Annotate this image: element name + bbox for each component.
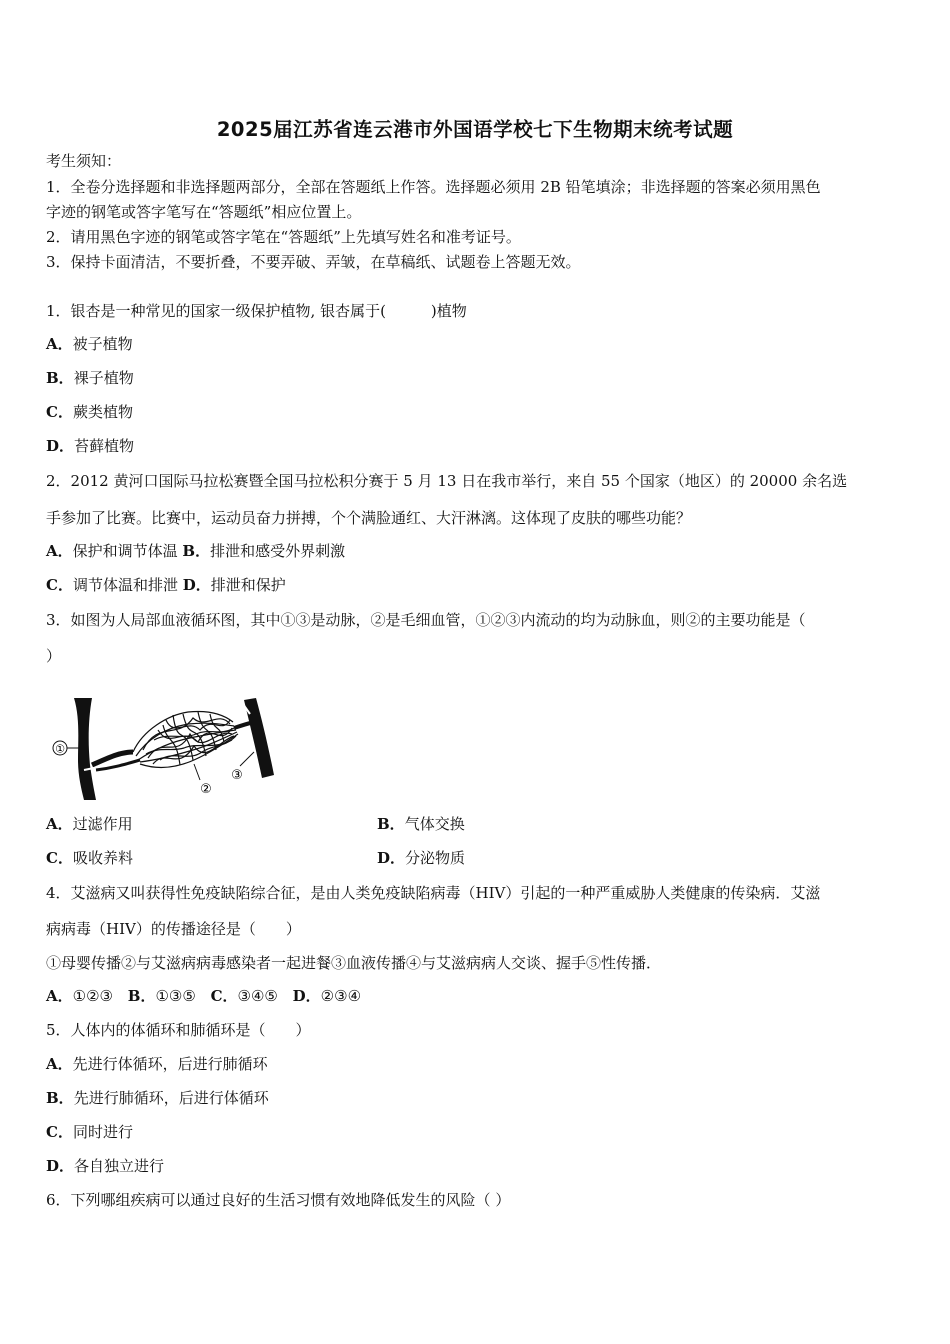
option-c[interactable]	[46, 1122, 133, 1142]
option-label: C．	[46, 403, 73, 421]
option-text: ①②③	[72, 987, 113, 1005]
option-text: 过滤作用	[72, 815, 133, 833]
artery-left	[74, 698, 96, 800]
option-text: 先进行肺循环，后进行体循环	[73, 1089, 269, 1107]
option-text: ③④⑤	[237, 987, 278, 1005]
option-row-cd[interactable]	[46, 575, 286, 595]
option-text: 裸子植物	[73, 369, 134, 387]
option-text: 同时进行	[72, 1123, 133, 1141]
option-text: 被子植物	[72, 335, 133, 353]
option-c[interactable]	[46, 402, 133, 422]
option-label: C．	[46, 1123, 73, 1141]
notice-line: 3．保持卡面清洁，不要折叠，不要弄破、弄皱，在草稿纸、试题卷上答题无效。	[46, 253, 581, 271]
option-label: A．	[46, 815, 73, 833]
option-text: 保护和调节体温	[72, 542, 183, 560]
option-label: B．	[46, 1089, 74, 1107]
option-text: 各自独立进行	[74, 1157, 165, 1175]
notice-heading: 考生须知：	[46, 152, 122, 170]
option-b[interactable]	[46, 368, 134, 388]
option-d[interactable]	[46, 1156, 164, 1176]
question-stem: 3．如图为人局部血液循环图，其中①③是动脉，②是毛细血管，①②③内流动的均为动脉血，则②的主要功能是（	[46, 611, 806, 629]
option-d[interactable]	[377, 848, 465, 868]
label-3-leader	[240, 752, 254, 766]
option-text: 排泄和保护	[210, 576, 286, 594]
option-label: B．	[46, 369, 74, 387]
option-label: C．	[46, 576, 73, 594]
option-label: C．	[210, 987, 238, 1005]
question-stem: 手参加了比赛。比赛中，运动员奋力拼搏，个个满脸通红、大汗淋漓。这体现了皮肤的哪些功能？	[46, 509, 692, 527]
option-d[interactable]	[46, 436, 134, 456]
option-label: B．	[182, 542, 211, 560]
artery-right	[244, 698, 274, 778]
question-stem: 病病毒（HIV）的传播途径是（ ）	[46, 920, 301, 938]
option-label: D．	[46, 1157, 75, 1175]
option-b[interactable]	[377, 814, 465, 834]
option-text: 蕨类植物	[72, 403, 133, 421]
option-text: 排泄和感受外界刺激	[210, 542, 346, 560]
notice-line: 2．请用黑色字迹的钢笔或答字笔在“答题纸”上先填写姓名和准考证号。	[46, 228, 521, 246]
option-a[interactable]	[46, 334, 133, 354]
option-c[interactable]	[46, 848, 133, 868]
option-b[interactable]	[46, 1088, 269, 1108]
option-text: 吸收养料	[72, 849, 133, 867]
option-label: D．	[292, 987, 321, 1005]
question-stem: 6．下列哪组疾病可以通过良好的生活习惯有效地降低发生的风险（ ）	[46, 1191, 511, 1209]
option-label: A．	[46, 335, 73, 353]
option-text: ①③⑤	[155, 987, 196, 1005]
label-3: ③	[231, 768, 243, 783]
question-stem: 4．艾滋病又叫获得性免疫缺陷综合征，是由人类免疫缺陷病毒（HIV）引起的一种严重威胁人类健康的传染病．艾滋	[46, 884, 821, 902]
option-row[interactable]	[46, 986, 361, 1006]
question-stem: 2．2012 黄河口国际马拉松赛暨全国马拉松积分赛于 5 月 13 日在我市举行，来自 55 个国家（地区）的 20000 余名选	[46, 472, 848, 490]
page-title: 2025届江苏省连云港市外国语学校七下生物期末统考试题	[216, 118, 734, 141]
option-text: 分泌物质	[405, 849, 466, 867]
label-2: ②	[200, 782, 212, 797]
option-label: D．	[46, 437, 75, 455]
option-text: 气体交换	[404, 815, 465, 833]
option-label: A．	[46, 1055, 73, 1073]
option-label: A．	[46, 542, 73, 560]
option-text: 调节体温和排泄	[72, 576, 183, 594]
question-stem: ）	[46, 647, 62, 665]
capillary-network	[133, 711, 238, 767]
option-text: 苔藓植物	[74, 437, 135, 455]
option-label: C．	[46, 849, 73, 867]
option-label: D．	[182, 576, 211, 594]
option-label: A．	[46, 987, 73, 1005]
question-stem: 5．人体内的体循环和肺循环是（ ）	[46, 1021, 311, 1039]
option-row-ab[interactable]	[46, 541, 345, 561]
notice-line: 1．全卷分选择题和非选择题两部分，全部在答题纸上作答。选择题必须用 2B 铅笔填涂；非选择题的答案必须用黑色	[46, 178, 821, 196]
question-stem: ①母婴传播②与艾滋病病毒感染者一起进餐③血液传播④与艾滋病病人交谈、握手⑤性传播．	[46, 954, 662, 972]
label-1: ①	[55, 742, 65, 756]
option-label: B．	[127, 987, 156, 1005]
label-2-leader	[194, 764, 200, 780]
option-label: B．	[377, 815, 405, 833]
option-text: 先进行体循环，后进行肺循环	[72, 1055, 268, 1073]
option-a[interactable]	[46, 1054, 268, 1074]
notice-line: 字迹的钢笔或答字笔写在“答题纸”相应位置上。	[46, 203, 362, 221]
blood-circulation-figure	[48, 690, 278, 805]
question-stem: 1．银杏是一种常见的国家一级保护植物, 银杏属于( )植物	[46, 302, 467, 320]
option-a[interactable]	[46, 814, 133, 834]
option-label: D．	[377, 849, 406, 867]
option-text: ②③④	[320, 987, 362, 1005]
